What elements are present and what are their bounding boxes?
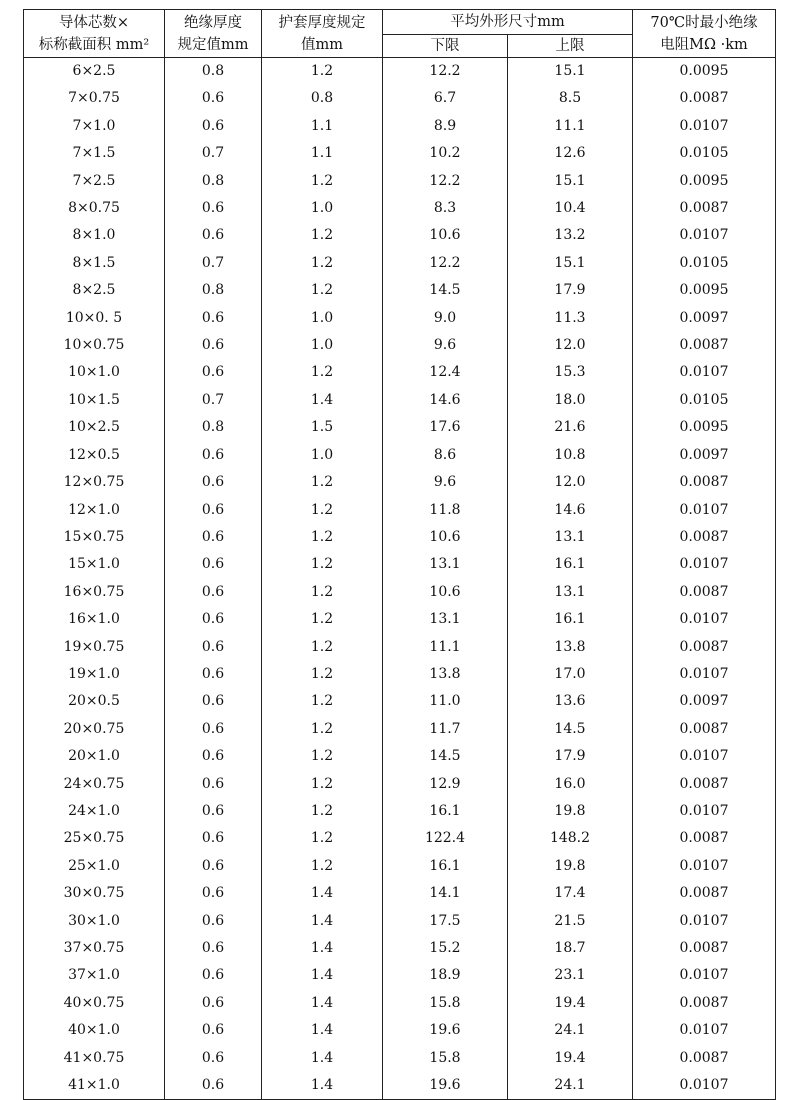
cell-insulation-resistance: 0.0087 [633,634,776,661]
table-row [24,250,776,277]
cell-lower-limit: 15.2 [383,935,508,962]
cell-upper-limit: 11.1 [508,113,633,140]
cell-insulation-resistance: 0.0107 [633,853,776,880]
cell-conductor-spec: 10×0.75 [24,332,165,359]
table-row [24,332,776,359]
cell-insulation-thickness: 0.6 [165,305,262,332]
cell-upper-limit: 14.6 [508,497,633,524]
table-row [24,469,776,496]
cell-insulation-resistance: 0.0107 [633,497,776,524]
cell-insulation-thickness: 0.7 [165,140,262,167]
cell-sheath-thickness: 1.4 [262,1072,383,1100]
cell-lower-limit: 6.7 [383,85,508,112]
cell-conductor-spec: 12×0.75 [24,469,165,496]
header-insulation-thickness-line1: 绝缘厚度 [184,14,242,31]
table-header [24,10,776,58]
cell-insulation-thickness: 0.8 [165,58,262,86]
cell-insulation-resistance: 0.0105 [633,140,776,167]
cell-lower-limit: 19.6 [383,1072,508,1100]
cell-sheath-thickness: 1.5 [262,414,383,441]
cell-sheath-thickness: 1.4 [262,935,383,962]
header-sheath-thickness [262,10,383,58]
header-insulation-resistance-line2: 电阻MΩ ·km [660,36,748,53]
cell-insulation-thickness: 0.6 [165,880,262,907]
cell-sheath-thickness: 1.4 [262,962,383,989]
cell-conductor-spec: 7×2.5 [24,168,165,195]
cell-lower-limit: 11.7 [383,716,508,743]
cell-upper-limit: 10.4 [508,195,633,222]
cell-conductor-spec: 37×1.0 [24,962,165,989]
cell-conductor-spec: 15×0.75 [24,524,165,551]
cell-upper-limit: 13.1 [508,524,633,551]
cell-lower-limit: 14.1 [383,880,508,907]
cell-conductor-spec: 8×1.5 [24,250,165,277]
header-sheath-thickness-line2: 值mm [301,36,343,53]
cell-insulation-thickness: 0.6 [165,551,262,578]
cell-conductor-spec: 7×0.75 [24,85,165,112]
cell-conductor-spec: 7×1.5 [24,140,165,167]
cell-insulation-resistance: 0.0087 [633,716,776,743]
cell-sheath-thickness: 1.2 [262,469,383,496]
cell-lower-limit: 11.1 [383,634,508,661]
cell-insulation-resistance: 0.0105 [633,250,776,277]
cell-insulation-thickness: 0.8 [165,277,262,304]
cell-conductor-spec: 10×2.5 [24,414,165,441]
cell-insulation-thickness: 0.8 [165,414,262,441]
header-insulation-resistance-line1: 70℃时最小绝缘 [650,14,758,31]
table-row [24,798,776,825]
cell-upper-limit: 21.5 [508,908,633,935]
cell-conductor-spec: 30×0.75 [24,880,165,907]
cell-sheath-thickness: 1.0 [262,442,383,469]
cell-insulation-thickness: 0.6 [165,195,262,222]
cell-lower-limit: 19.6 [383,1017,508,1044]
cell-upper-limit: 10.8 [508,442,633,469]
header-lower-limit: 下限 [383,35,508,58]
cell-lower-limit: 17.6 [383,414,508,441]
cell-upper-limit: 15.3 [508,359,633,386]
cell-upper-limit: 148.2 [508,825,633,852]
cell-insulation-thickness: 0.7 [165,250,262,277]
header-sheath-thickness-line1: 护套厚度规定 [278,14,366,31]
table-row [24,606,776,633]
cell-conductor-spec: 8×1.0 [24,222,165,249]
cell-upper-limit: 16.0 [508,771,633,798]
cell-insulation-resistance: 0.0107 [633,743,776,770]
table-body [24,58,776,1100]
cell-upper-limit: 12.6 [508,140,633,167]
cell-insulation-resistance: 0.0095 [633,168,776,195]
cell-insulation-resistance: 0.0107 [633,551,776,578]
cell-lower-limit: 9.0 [383,305,508,332]
cell-insulation-resistance: 0.0095 [633,277,776,304]
cell-sheath-thickness: 1.4 [262,387,383,414]
cell-conductor-spec: 10×0. 5 [24,305,165,332]
cell-conductor-spec: 19×1.0 [24,661,165,688]
cell-insulation-resistance: 0.0107 [633,359,776,386]
cell-conductor-spec: 7×1.0 [24,113,165,140]
table-row [24,743,776,770]
header-average-dimension: 平均外形尺寸mm [383,10,633,35]
cell-upper-limit: 16.1 [508,551,633,578]
cell-lower-limit: 14.5 [383,277,508,304]
cell-sheath-thickness: 1.2 [262,743,383,770]
table-row [24,277,776,304]
cell-sheath-thickness: 1.2 [262,825,383,852]
cell-upper-limit: 15.1 [508,250,633,277]
table-row [24,990,776,1017]
cell-sheath-thickness: 1.4 [262,990,383,1017]
table-row [24,85,776,112]
cell-insulation-thickness: 0.6 [165,579,262,606]
cell-insulation-thickness: 0.6 [165,798,262,825]
cell-insulation-thickness: 0.6 [165,853,262,880]
cell-upper-limit: 19.8 [508,798,633,825]
cell-sheath-thickness: 1.2 [262,359,383,386]
cable-spec-table [23,9,776,1100]
cell-conductor-spec: 41×0.75 [24,1045,165,1072]
cell-insulation-thickness: 0.6 [165,688,262,715]
cell-insulation-resistance: 0.0087 [633,880,776,907]
cell-upper-limit: 14.5 [508,716,633,743]
cell-insulation-thickness: 0.8 [165,168,262,195]
cell-sheath-thickness: 1.0 [262,332,383,359]
cell-conductor-spec: 24×1.0 [24,798,165,825]
cell-insulation-thickness: 0.6 [165,442,262,469]
cell-conductor-spec: 20×1.0 [24,743,165,770]
cell-sheath-thickness: 1.2 [262,250,383,277]
cell-upper-limit: 17.9 [508,277,633,304]
table-row [24,1072,776,1100]
cell-lower-limit: 8.6 [383,442,508,469]
cell-insulation-thickness: 0.6 [165,935,262,962]
cell-insulation-resistance: 0.0107 [633,798,776,825]
cell-insulation-thickness: 0.6 [165,990,262,1017]
cell-upper-limit: 13.6 [508,688,633,715]
cell-insulation-resistance: 0.0107 [633,606,776,633]
cell-upper-limit: 18.7 [508,935,633,962]
table-row [24,195,776,222]
cell-sheath-thickness: 1.2 [262,524,383,551]
table-row [24,1045,776,1072]
cell-sheath-thickness: 1.2 [262,688,383,715]
cell-conductor-spec: 37×0.75 [24,935,165,962]
cell-insulation-thickness: 0.6 [165,1072,262,1100]
cell-upper-limit: 18.0 [508,387,633,414]
cell-lower-limit: 10.2 [383,140,508,167]
cell-sheath-thickness: 1.2 [262,551,383,578]
cell-sheath-thickness: 1.2 [262,497,383,524]
cell-lower-limit: 12.2 [383,58,508,86]
cell-upper-limit: 19.4 [508,1045,633,1072]
cell-upper-limit: 8.5 [508,85,633,112]
table-row [24,140,776,167]
cell-lower-limit: 15.8 [383,1045,508,1072]
cell-lower-limit: 12.9 [383,771,508,798]
cell-conductor-spec: 10×1.0 [24,359,165,386]
cell-insulation-resistance: 0.0087 [633,1045,776,1072]
cell-insulation-resistance: 0.0105 [633,387,776,414]
cell-sheath-thickness: 1.2 [262,661,383,688]
cell-lower-limit: 9.6 [383,332,508,359]
cell-insulation-thickness: 0.7 [165,387,262,414]
cell-sheath-thickness: 1.1 [262,113,383,140]
cell-insulation-resistance: 0.0107 [633,1072,776,1100]
cell-insulation-resistance: 0.0097 [633,688,776,715]
cell-lower-limit: 13.1 [383,551,508,578]
cell-sheath-thickness: 1.4 [262,1017,383,1044]
cell-sheath-thickness: 1.2 [262,771,383,798]
table-row [24,551,776,578]
header-upper-limit: 上限 [508,35,633,58]
cell-insulation-thickness: 0.6 [165,332,262,359]
table-row [24,634,776,661]
cell-insulation-thickness: 0.6 [165,716,262,743]
cell-insulation-resistance: 0.0097 [633,305,776,332]
cell-conductor-spec: 16×0.75 [24,579,165,606]
cell-insulation-resistance: 0.0087 [633,771,776,798]
cell-upper-limit: 13.2 [508,222,633,249]
cell-insulation-thickness: 0.6 [165,1017,262,1044]
cell-sheath-thickness: 1.4 [262,880,383,907]
table-row [24,442,776,469]
cell-insulation-thickness: 0.6 [165,113,262,140]
table-row [24,908,776,935]
table-row [24,113,776,140]
cell-upper-limit: 19.4 [508,990,633,1017]
cell-lower-limit: 11.8 [383,497,508,524]
cell-sheath-thickness: 1.2 [262,168,383,195]
cell-upper-limit: 12.0 [508,332,633,359]
cell-conductor-spec: 41×1.0 [24,1072,165,1100]
table-row [24,524,776,551]
table-row [24,825,776,852]
cell-sheath-thickness: 1.2 [262,716,383,743]
cell-lower-limit: 8.3 [383,195,508,222]
table-row [24,1017,776,1044]
header-conductor-spec-line2: 标称截面积 mm² [38,36,150,53]
cell-conductor-spec: 12×0.5 [24,442,165,469]
cell-sheath-thickness: 1.4 [262,908,383,935]
cell-lower-limit: 11.0 [383,688,508,715]
cell-insulation-resistance: 0.0095 [633,414,776,441]
table-row [24,771,776,798]
cell-sheath-thickness: 1.2 [262,222,383,249]
cell-lower-limit: 8.9 [383,113,508,140]
cell-insulation-resistance: 0.0087 [633,524,776,551]
cell-sheath-thickness: 1.0 [262,195,383,222]
cell-insulation-resistance: 0.0107 [633,1017,776,1044]
cell-insulation-resistance: 0.0087 [633,579,776,606]
cell-upper-limit: 19.8 [508,853,633,880]
cell-insulation-resistance: 0.0107 [633,222,776,249]
cell-sheath-thickness: 1.4 [262,1045,383,1072]
cell-upper-limit: 17.0 [508,661,633,688]
cell-insulation-resistance: 0.0087 [633,85,776,112]
cell-insulation-resistance: 0.0107 [633,908,776,935]
cell-lower-limit: 10.6 [383,524,508,551]
cell-upper-limit: 17.4 [508,880,633,907]
cell-conductor-spec: 20×0.75 [24,716,165,743]
cell-insulation-resistance: 0.0087 [633,990,776,1017]
table-row [24,387,776,414]
cell-insulation-thickness: 0.6 [165,962,262,989]
cell-upper-limit: 21.6 [508,414,633,441]
cell-sheath-thickness: 1.2 [262,58,383,86]
cell-insulation-thickness: 0.6 [165,908,262,935]
cell-lower-limit: 10.6 [383,579,508,606]
cell-lower-limit: 16.1 [383,798,508,825]
cell-insulation-thickness: 0.6 [165,661,262,688]
cell-upper-limit: 13.8 [508,634,633,661]
cell-sheath-thickness: 1.1 [262,140,383,167]
cell-sheath-thickness: 1.2 [262,606,383,633]
table-row [24,935,776,962]
cell-insulation-resistance: 0.0087 [633,195,776,222]
cell-upper-limit: 24.1 [508,1017,633,1044]
table-row [24,222,776,249]
table-row [24,359,776,386]
table-row [24,661,776,688]
cell-lower-limit: 14.6 [383,387,508,414]
cell-upper-limit: 23.1 [508,962,633,989]
cell-insulation-resistance: 0.0107 [633,661,776,688]
cell-conductor-spec: 8×0.75 [24,195,165,222]
table-row [24,853,776,880]
cell-lower-limit: 10.6 [383,222,508,249]
cell-lower-limit: 18.9 [383,962,508,989]
cell-upper-limit: 24.1 [508,1072,633,1100]
cell-insulation-resistance: 0.0087 [633,332,776,359]
cell-upper-limit: 16.1 [508,606,633,633]
header-insulation-thickness-line2: 规定值mm [177,36,249,53]
cell-insulation-resistance: 0.0087 [633,825,776,852]
cell-lower-limit: 122.4 [383,825,508,852]
cell-sheath-thickness: 1.0 [262,305,383,332]
cell-insulation-resistance: 0.0107 [633,113,776,140]
cell-lower-limit: 12.2 [383,250,508,277]
table-row [24,716,776,743]
cell-conductor-spec: 19×0.75 [24,634,165,661]
cell-sheath-thickness: 1.2 [262,277,383,304]
cell-conductor-spec: 40×0.75 [24,990,165,1017]
cell-insulation-thickness: 0.6 [165,634,262,661]
cell-lower-limit: 13.1 [383,606,508,633]
cell-conductor-spec: 24×0.75 [24,771,165,798]
cell-insulation-thickness: 0.6 [165,825,262,852]
cell-insulation-thickness: 0.6 [165,469,262,496]
cell-insulation-thickness: 0.6 [165,524,262,551]
cell-insulation-resistance: 0.0107 [633,962,776,989]
cell-upper-limit: 13.1 [508,579,633,606]
cell-upper-limit: 12.0 [508,469,633,496]
cell-upper-limit: 17.9 [508,743,633,770]
cell-conductor-spec: 16×1.0 [24,606,165,633]
cell-insulation-thickness: 0.6 [165,743,262,770]
table-row [24,962,776,989]
cell-conductor-spec: 25×1.0 [24,853,165,880]
cell-sheath-thickness: 1.2 [262,853,383,880]
cell-insulation-thickness: 0.6 [165,85,262,112]
cell-upper-limit: 15.1 [508,58,633,86]
header-conductor-spec [24,10,165,58]
cell-insulation-resistance: 0.0087 [633,469,776,496]
cell-insulation-thickness: 0.6 [165,1045,262,1072]
cell-conductor-spec: 12×1.0 [24,497,165,524]
cell-conductor-spec: 6×2.5 [24,58,165,86]
cell-insulation-resistance: 0.0097 [633,442,776,469]
cell-upper-limit: 15.1 [508,168,633,195]
cell-conductor-spec: 8×2.5 [24,277,165,304]
cell-sheath-thickness: 1.2 [262,579,383,606]
cell-insulation-thickness: 0.6 [165,222,262,249]
cell-insulation-thickness: 0.6 [165,359,262,386]
cell-insulation-thickness: 0.6 [165,771,262,798]
cell-conductor-spec: 15×1.0 [24,551,165,578]
cell-conductor-spec: 30×1.0 [24,908,165,935]
cell-insulation-thickness: 0.6 [165,497,262,524]
header-insulation-thickness [165,10,262,58]
table-row [24,688,776,715]
cell-insulation-resistance: 0.0087 [633,935,776,962]
cell-insulation-resistance: 0.0095 [633,58,776,86]
cell-lower-limit: 12.4 [383,359,508,386]
cell-sheath-thickness: 1.2 [262,634,383,661]
cell-conductor-spec: 40×1.0 [24,1017,165,1044]
table-row [24,58,776,86]
cell-conductor-spec: 20×0.5 [24,688,165,715]
header-insulation-resistance [633,10,776,58]
cell-lower-limit: 16.1 [383,853,508,880]
cell-conductor-spec: 10×1.5 [24,387,165,414]
table-row [24,579,776,606]
cell-lower-limit: 15.8 [383,990,508,1017]
table-row [24,168,776,195]
cell-lower-limit: 9.6 [383,469,508,496]
table-row [24,414,776,441]
cell-sheath-thickness: 1.2 [262,798,383,825]
cell-insulation-thickness: 0.6 [165,606,262,633]
table-row [24,305,776,332]
table-row [24,880,776,907]
cell-conductor-spec: 25×0.75 [24,825,165,852]
cell-sheath-thickness: 0.8 [262,85,383,112]
cell-lower-limit: 13.8 [383,661,508,688]
cell-lower-limit: 17.5 [383,908,508,935]
cell-lower-limit: 14.5 [383,743,508,770]
table-row [24,497,776,524]
cell-lower-limit: 12.2 [383,168,508,195]
header-conductor-spec-line1: 导体芯数× [58,14,130,31]
cell-upper-limit: 11.3 [508,305,633,332]
